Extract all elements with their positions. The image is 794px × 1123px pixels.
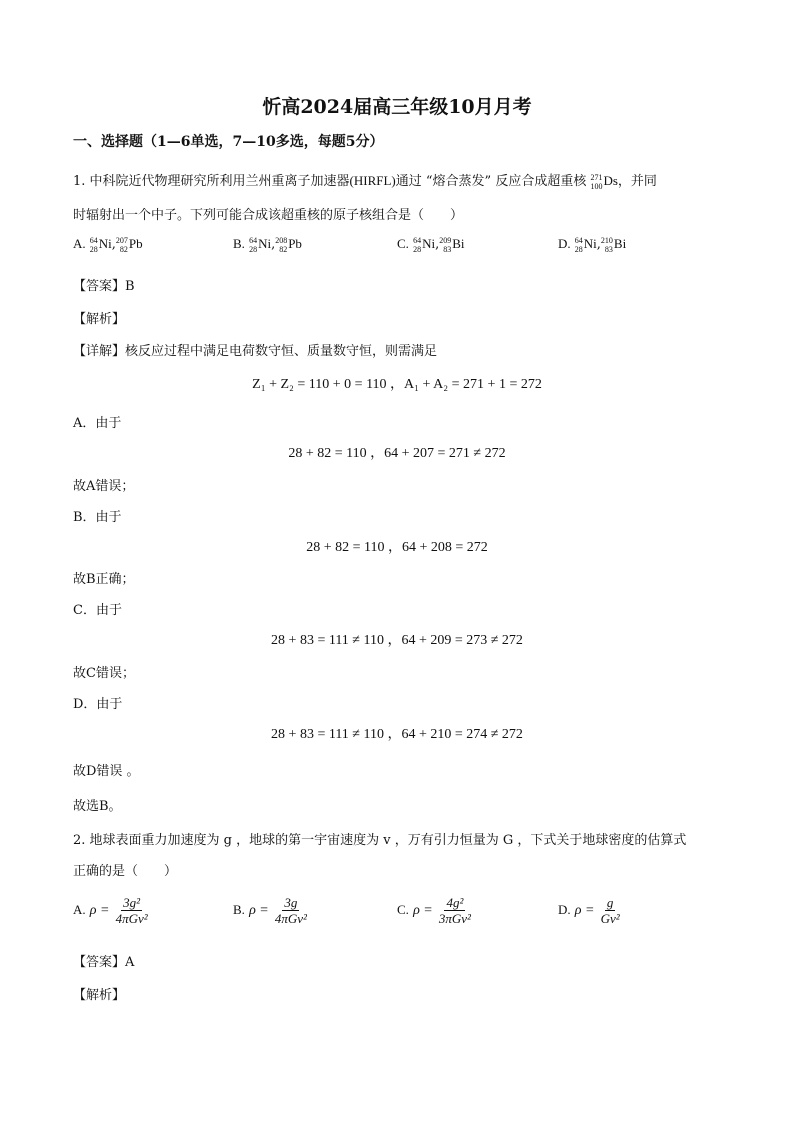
option-label: D. bbox=[558, 902, 571, 917]
q2-stem-line1: 2. 地球表面重力加速度为 g ，地球的第一宇宙速度为 v ，万有引力恒量为 G ，下式关于地球密度的估算式 bbox=[73, 833, 687, 848]
symbol: Pb bbox=[288, 236, 302, 251]
option-label: C. bbox=[397, 236, 409, 251]
mass-number: 64 bbox=[574, 236, 583, 246]
q1-stem-line1 bbox=[73, 170, 657, 191]
q1-stem-a: 1. 中科院近代物理研究所利用兰州重离子加速器 bbox=[73, 174, 350, 189]
rho-symbol: ρ = bbox=[574, 903, 595, 918]
charge-number: 28 bbox=[574, 245, 583, 255]
q1-answer: 【答案】B bbox=[73, 279, 135, 294]
q1-case-b-result: 故B正确； bbox=[73, 572, 135, 587]
q2-stem-line2: 正确的是（ ） bbox=[73, 864, 178, 879]
option-label: A. bbox=[73, 902, 86, 917]
option-label: C. bbox=[397, 902, 409, 917]
q2-option-b[interactable] bbox=[233, 895, 309, 926]
symbol: Ni bbox=[422, 236, 436, 251]
mass-number: 208 bbox=[275, 236, 288, 246]
numerator: 3g bbox=[284, 895, 298, 910]
symbol: Ni bbox=[583, 236, 597, 251]
denominator: 4πGv² bbox=[274, 911, 307, 926]
nucleus-1 bbox=[90, 236, 112, 254]
nucleus-1 bbox=[413, 236, 435, 254]
numerator: 4g² bbox=[446, 895, 464, 910]
q2-option-a[interactable] bbox=[73, 895, 150, 926]
numerator: g bbox=[606, 895, 614, 910]
q1-stem-b: 通过 “熔合蒸发” 反应合成超重核 bbox=[395, 174, 587, 189]
mass-number: 64 bbox=[413, 236, 422, 246]
mass-number: 64 bbox=[249, 236, 258, 246]
symbol: Pb bbox=[128, 236, 143, 251]
page-title: 忻高2024届高三年级10月月考 bbox=[262, 96, 532, 118]
ds-symbol: Ds bbox=[603, 173, 618, 188]
q1-case-a-equation: 28 + 82 = 110 ，64 + 207 = 271 ≠ 272 bbox=[288, 446, 506, 461]
fraction bbox=[273, 895, 309, 926]
q1-case-d-label: D．由于 bbox=[73, 697, 123, 712]
nucleus-2 bbox=[439, 236, 464, 254]
q1-analysis-label: 【解析】 bbox=[73, 312, 126, 327]
nucleus-1 bbox=[249, 236, 271, 254]
nucleus-2 bbox=[116, 236, 143, 254]
q1-detail: 【详解】核反应过程中满足电荷数守恒、质量数守恒，则需满足 bbox=[73, 344, 438, 359]
charge-number: 28 bbox=[413, 245, 422, 255]
rho-symbol: ρ = bbox=[413, 903, 433, 918]
charge-number: 83 bbox=[443, 245, 452, 255]
q2-answer: 【答案】A bbox=[73, 955, 135, 970]
option-label: B. bbox=[233, 902, 245, 917]
q1-option-c[interactable]: C. 64 28 Ni, 209 83 Bi bbox=[397, 236, 465, 255]
q1-case-c-equation: 28 + 83 = 111 ≠ 110 ，64 + 209 = 273 ≠ 272 bbox=[271, 633, 523, 648]
mass-number: 209 bbox=[439, 236, 452, 246]
option-label: A. bbox=[73, 236, 86, 251]
option-label: B. bbox=[233, 236, 245, 251]
rho-symbol: ρ = bbox=[89, 903, 110, 918]
denominator: Gv² bbox=[600, 911, 620, 926]
rho-symbol: ρ = bbox=[249, 903, 269, 918]
fraction bbox=[599, 895, 622, 926]
charge-number: 28 bbox=[249, 245, 258, 255]
symbol: Bi bbox=[613, 236, 627, 251]
q2-option-d[interactable] bbox=[558, 895, 622, 926]
denominator: 3πGv² bbox=[438, 911, 471, 926]
charge-number: 82 bbox=[119, 245, 128, 255]
fraction bbox=[114, 895, 150, 926]
charge-number: 83 bbox=[604, 245, 613, 255]
nucleus-2 bbox=[275, 236, 302, 254]
q1-stem-c: ，并同 bbox=[617, 174, 657, 189]
ds-mass: 271 bbox=[590, 173, 603, 183]
q1-option-b[interactable]: B. 64 28 Ni, 208 82 Pb bbox=[233, 236, 302, 255]
nucleus-1 bbox=[575, 236, 597, 254]
q1-ds-nucleus bbox=[590, 173, 617, 191]
q1-case-b-label: B．由于 bbox=[73, 510, 122, 525]
mass-number: 64 bbox=[89, 236, 98, 246]
q1-conservation-equation: Z₁ + Z₂ = 110 + 0 = 110 ，A₁ + A₂ = 271 + 1 = 272 bbox=[252, 377, 542, 392]
q1-hirfl: (HIRFL) bbox=[349, 173, 396, 188]
nucleus-2 bbox=[601, 236, 626, 254]
q1-case-d-equation: 28 + 83 = 111 ≠ 110 ，64 + 210 = 274 ≠ 272 bbox=[271, 727, 523, 742]
q1-option-a[interactable]: A. 64 28 Ni, 207 82 Pb bbox=[73, 236, 143, 255]
q1-case-a-result: 故A错误； bbox=[73, 479, 135, 494]
q1-stem-line2: 时辐射出一个中子。下列可能合成该超重核的原子核组合是（ ） bbox=[73, 208, 464, 223]
symbol: Ni bbox=[258, 236, 272, 251]
q1-case-a-label: A．由于 bbox=[73, 416, 122, 431]
q2-option-c[interactable] bbox=[397, 895, 473, 926]
symbol: Ni bbox=[98, 236, 112, 251]
mass-number: 207 bbox=[115, 236, 128, 246]
mass-number: 210 bbox=[600, 236, 613, 246]
q1-case-b-equation: 28 + 82 = 110 ，64 + 208 = 272 bbox=[306, 540, 488, 555]
q1-option-d[interactable]: D. 64 28 Ni, 210 83 Bi bbox=[558, 236, 627, 255]
q1-case-d-result: 故D错误 。 bbox=[73, 764, 140, 779]
denominator: 4πGv² bbox=[115, 911, 148, 926]
q1-conclusion: 故选B。 bbox=[73, 799, 122, 814]
q2-analysis-label: 【解析】 bbox=[73, 988, 126, 1003]
numerator: 3g² bbox=[123, 895, 141, 910]
section-heading: 一、选择题（1—6单选，7—10多选，每题5分） bbox=[73, 134, 384, 150]
charge-number: 28 bbox=[89, 245, 98, 255]
q1-case-c-label: C．由于 bbox=[73, 603, 122, 618]
symbol: Bi bbox=[452, 236, 465, 251]
ds-charge: 100 bbox=[590, 182, 603, 192]
fraction bbox=[437, 895, 473, 926]
charge-number: 82 bbox=[279, 245, 288, 255]
option-label: D. bbox=[558, 236, 571, 251]
q1-case-c-result: 故C错误； bbox=[73, 666, 135, 681]
